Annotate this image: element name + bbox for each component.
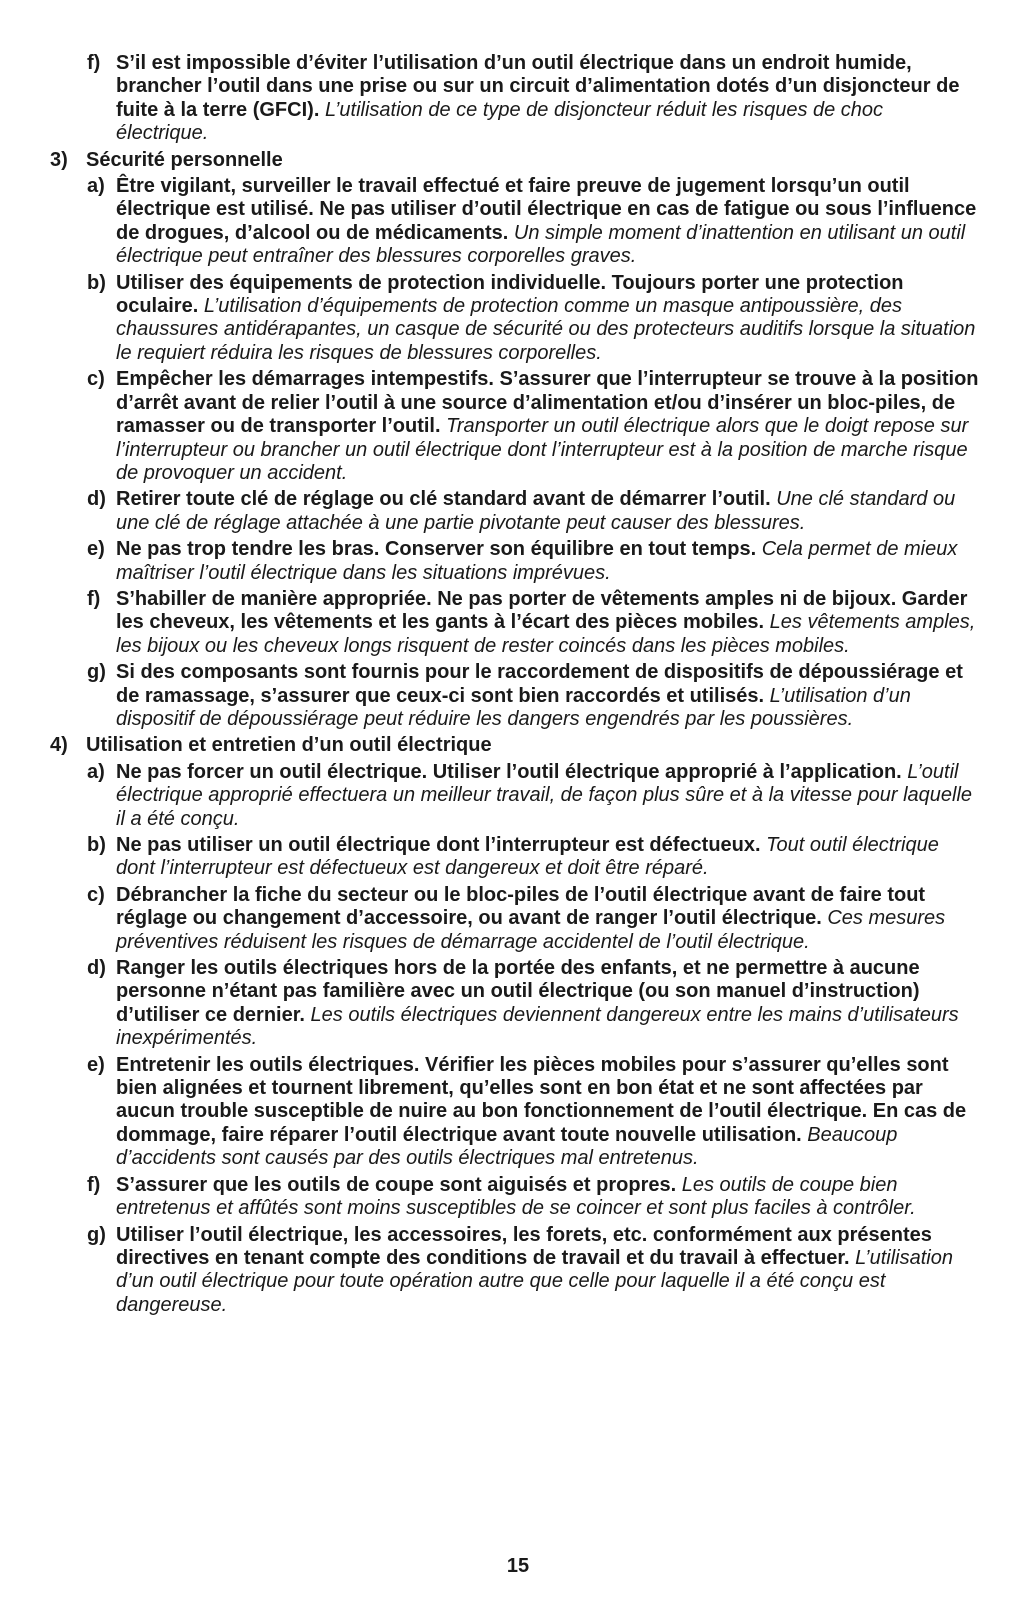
item-instruction: Retirer toute clé de réglage ou clé standard avant de démarrer l’outil. <box>116 488 771 511</box>
item-instruction: Si des composants sont fournis pour le raccordement de dispositifs de dépoussiérage et de ramassage, s’assurer que ceux-ci sont bien raccordés et utilisés. <box>116 661 963 707</box>
item-explanation: L’utilisation d’équipements de protection comme un masque antipoussière, des chaussures antidérapantes, un casque de sécurité ou des protecteurs auditifs lorsque la situation le requiert réduira les risques de blessures corporelles. <box>116 295 976 364</box>
item-instruction: Utiliser l’outil électrique, les accessoires, les forets, etc. conformément aux présentes directives en tenant compte des conditions de travail et du travail à effectuer. <box>116 1223 932 1269</box>
item-explanation: L’utilisation d’un outil électrique pour toute opération autre que celle pour laquelle il a été conçu est dangereuse. <box>116 1246 953 1316</box>
item-letter: f) <box>87 52 101 74</box>
section-title: Utilisation et entretien d’un outil électrique <box>86 734 492 757</box>
rule-item-3f <box>40 588 980 658</box>
rule-item-4d <box>40 957 980 1051</box>
rule-item-3e <box>40 538 980 585</box>
item-explanation: Beaucoup d’accidents sont causés par des outils électriques mal entretenus. <box>116 1123 898 1170</box>
rule-item-4g <box>40 1224 980 1318</box>
section-number: 4) <box>50 734 68 757</box>
rule-item-2f <box>40 52 980 146</box>
item-letter: e) <box>87 1053 105 1076</box>
item-instruction: Ranger les outils électriques hors de la portée des enfants, et ne permettre à aucune personne n’étant pas familière avec un outil électrique (ou son manuel d’instruction) d’utiliser ce dernier. <box>116 957 920 1026</box>
item-instruction: Utiliser des équipements de protection individuelle. Toujours porter une protection oculaire. <box>116 271 904 318</box>
item-letter: b) <box>87 271 106 294</box>
item-instruction: S’il est impossible d’éviter l’utilisation d’un outil électrique dans un endroit humide, brancher l’outil dans une prise ou sur un circuit d’alimentation dotés d’un disjoncteur de fuite à la terre (GFCI). <box>116 52 960 121</box>
item-instruction: Débrancher la fiche du secteur ou le bloc-piles de l’outil électrique avant de faire tout réglage ou changement d’accessoire, ou avant de ranger l’outil électrique. <box>116 883 926 930</box>
item-instruction: Ne pas forcer un outil électrique. Utiliser l’outil électrique approprié à l’application. <box>116 760 902 783</box>
section-heading-4 <box>40 734 980 757</box>
item-instruction: S’assurer que les outils de coupe sont aiguisés et propres. <box>116 1173 677 1196</box>
item-explanation: Un simple moment d’inattention en utilisant un outil électrique peut entraîner des blessures corporelles graves. <box>116 221 966 268</box>
rule-item-3b <box>40 272 980 366</box>
item-explanation: Tout outil électrique dont l’interrupteur est défectueux est dangereux et doit être réparé. <box>116 834 939 880</box>
item-letter: c) <box>87 883 105 906</box>
rule-item-3c <box>40 368 980 485</box>
item-letter: a) <box>87 175 105 198</box>
item-letter: d) <box>87 488 106 511</box>
item-instruction: Être vigilant, surveiller le travail effectué et faire preuve de jugement lorsqu’un outil électrique est utilisé. Ne pas utiliser d’outil électrique en cas de fatigue ou sous l’influence de drogues, d’alcool ou de médicaments. <box>116 175 977 244</box>
item-letter: g) <box>87 1223 106 1246</box>
item-instruction: Ne pas trop tendre les bras. Conserver son équilibre en tout temps. <box>116 538 757 561</box>
item-explanation: Cela permet de mieux maîtriser l’outil électrique dans les situations imprévues. <box>116 538 958 584</box>
page-content <box>40 52 980 1320</box>
item-explanation: L’utilisation de ce type de disjoncteur réduit les risques de choc électrique. <box>116 98 884 145</box>
page-number: 15 <box>506 1555 530 1577</box>
rule-item-4b <box>40 834 980 881</box>
item-letter: a) <box>87 760 105 783</box>
item-letter: e) <box>87 538 105 561</box>
item-explanation: L’outil électrique approprié effectuera un meilleur travail, de façon plus sûre et à la vitesse pour laquelle il a été conçu. <box>116 760 973 830</box>
item-instruction: Entretenir les outils électriques. Vérifier les pièces mobiles pour s’assurer qu’elles sont bien alignées et tournent librement, qu’elles sont en bon état et ne sont affectées par aucun trouble susceptible de nuire au bon fonctionnement de l’outil électrique. En cas de dommage, faire réparer l’outil électrique avant toute nouvelle utilisation. <box>116 1053 967 1146</box>
item-letter: c) <box>87 368 105 391</box>
rule-item-3d <box>40 488 980 535</box>
rule-item-3g <box>40 661 980 731</box>
rule-item-4a <box>40 761 980 831</box>
item-letter: b) <box>87 834 106 856</box>
item-explanation: L’utilisation d’un dispositif de dépoussiérage peut réduire les dangers engendrés par les poussières. <box>116 684 911 730</box>
item-letter: f) <box>87 587 101 610</box>
item-explanation: Ces mesures préventives réduisent les risques de démarrage accidentel de l’outil électrique. <box>116 907 946 953</box>
item-instruction: Empêcher les démarrages intempestifs. S’assurer que l’interrupteur se trouve à la position d’arrêt avant de relier l’outil à une source d’alimentation et/ou d’insérer un bloc-piles, de ramasser ou de transporter l’outil. <box>116 368 979 438</box>
item-letter: f) <box>87 1173 101 1196</box>
rule-item-4f <box>40 1174 980 1221</box>
item-explanation: Les outils de coupe bien entretenus et affûtés sont moins susceptibles de se coincer et sont plus faciles à contrôler. <box>116 1173 916 1220</box>
item-explanation: Les outils électriques deviennent dangereux entre les mains d’utilisateurs inexpérimentés. <box>116 1003 959 1050</box>
item-explanation: Une clé standard ou une clé de réglage attachée à une partie pivotante peut causer des blessures. <box>116 488 956 534</box>
item-instruction: Ne pas utiliser un outil électrique dont l’interrupteur est défectueux. <box>116 834 761 856</box>
section-number: 3) <box>50 148 68 171</box>
item-instruction: S’habiller de manière appropriée. Ne pas porter de vêtements amples ni de bijoux. Garder les cheveux, les vêtements et les gants à l’écart des pièces mobiles. <box>116 587 968 634</box>
item-explanation: Transporter un outil électrique alors que le doigt repose sur l’interrupteur ou brancher un outil électrique dont l’interrupteur est à la position de marche risque de provoquer un accident. <box>116 415 969 484</box>
item-explanation: Les vêtements amples, les bijoux ou les cheveux longs risquent de rester coincés dans les pièces mobiles. <box>116 611 976 657</box>
rule-item-3a <box>40 175 980 269</box>
item-letter: g) <box>87 661 106 684</box>
rule-item-4c <box>40 884 980 954</box>
item-letter: d) <box>87 957 106 980</box>
rule-item-4e <box>40 1054 980 1171</box>
section-heading-3 <box>40 149 980 172</box>
section-title: Sécurité personnelle <box>86 148 283 171</box>
